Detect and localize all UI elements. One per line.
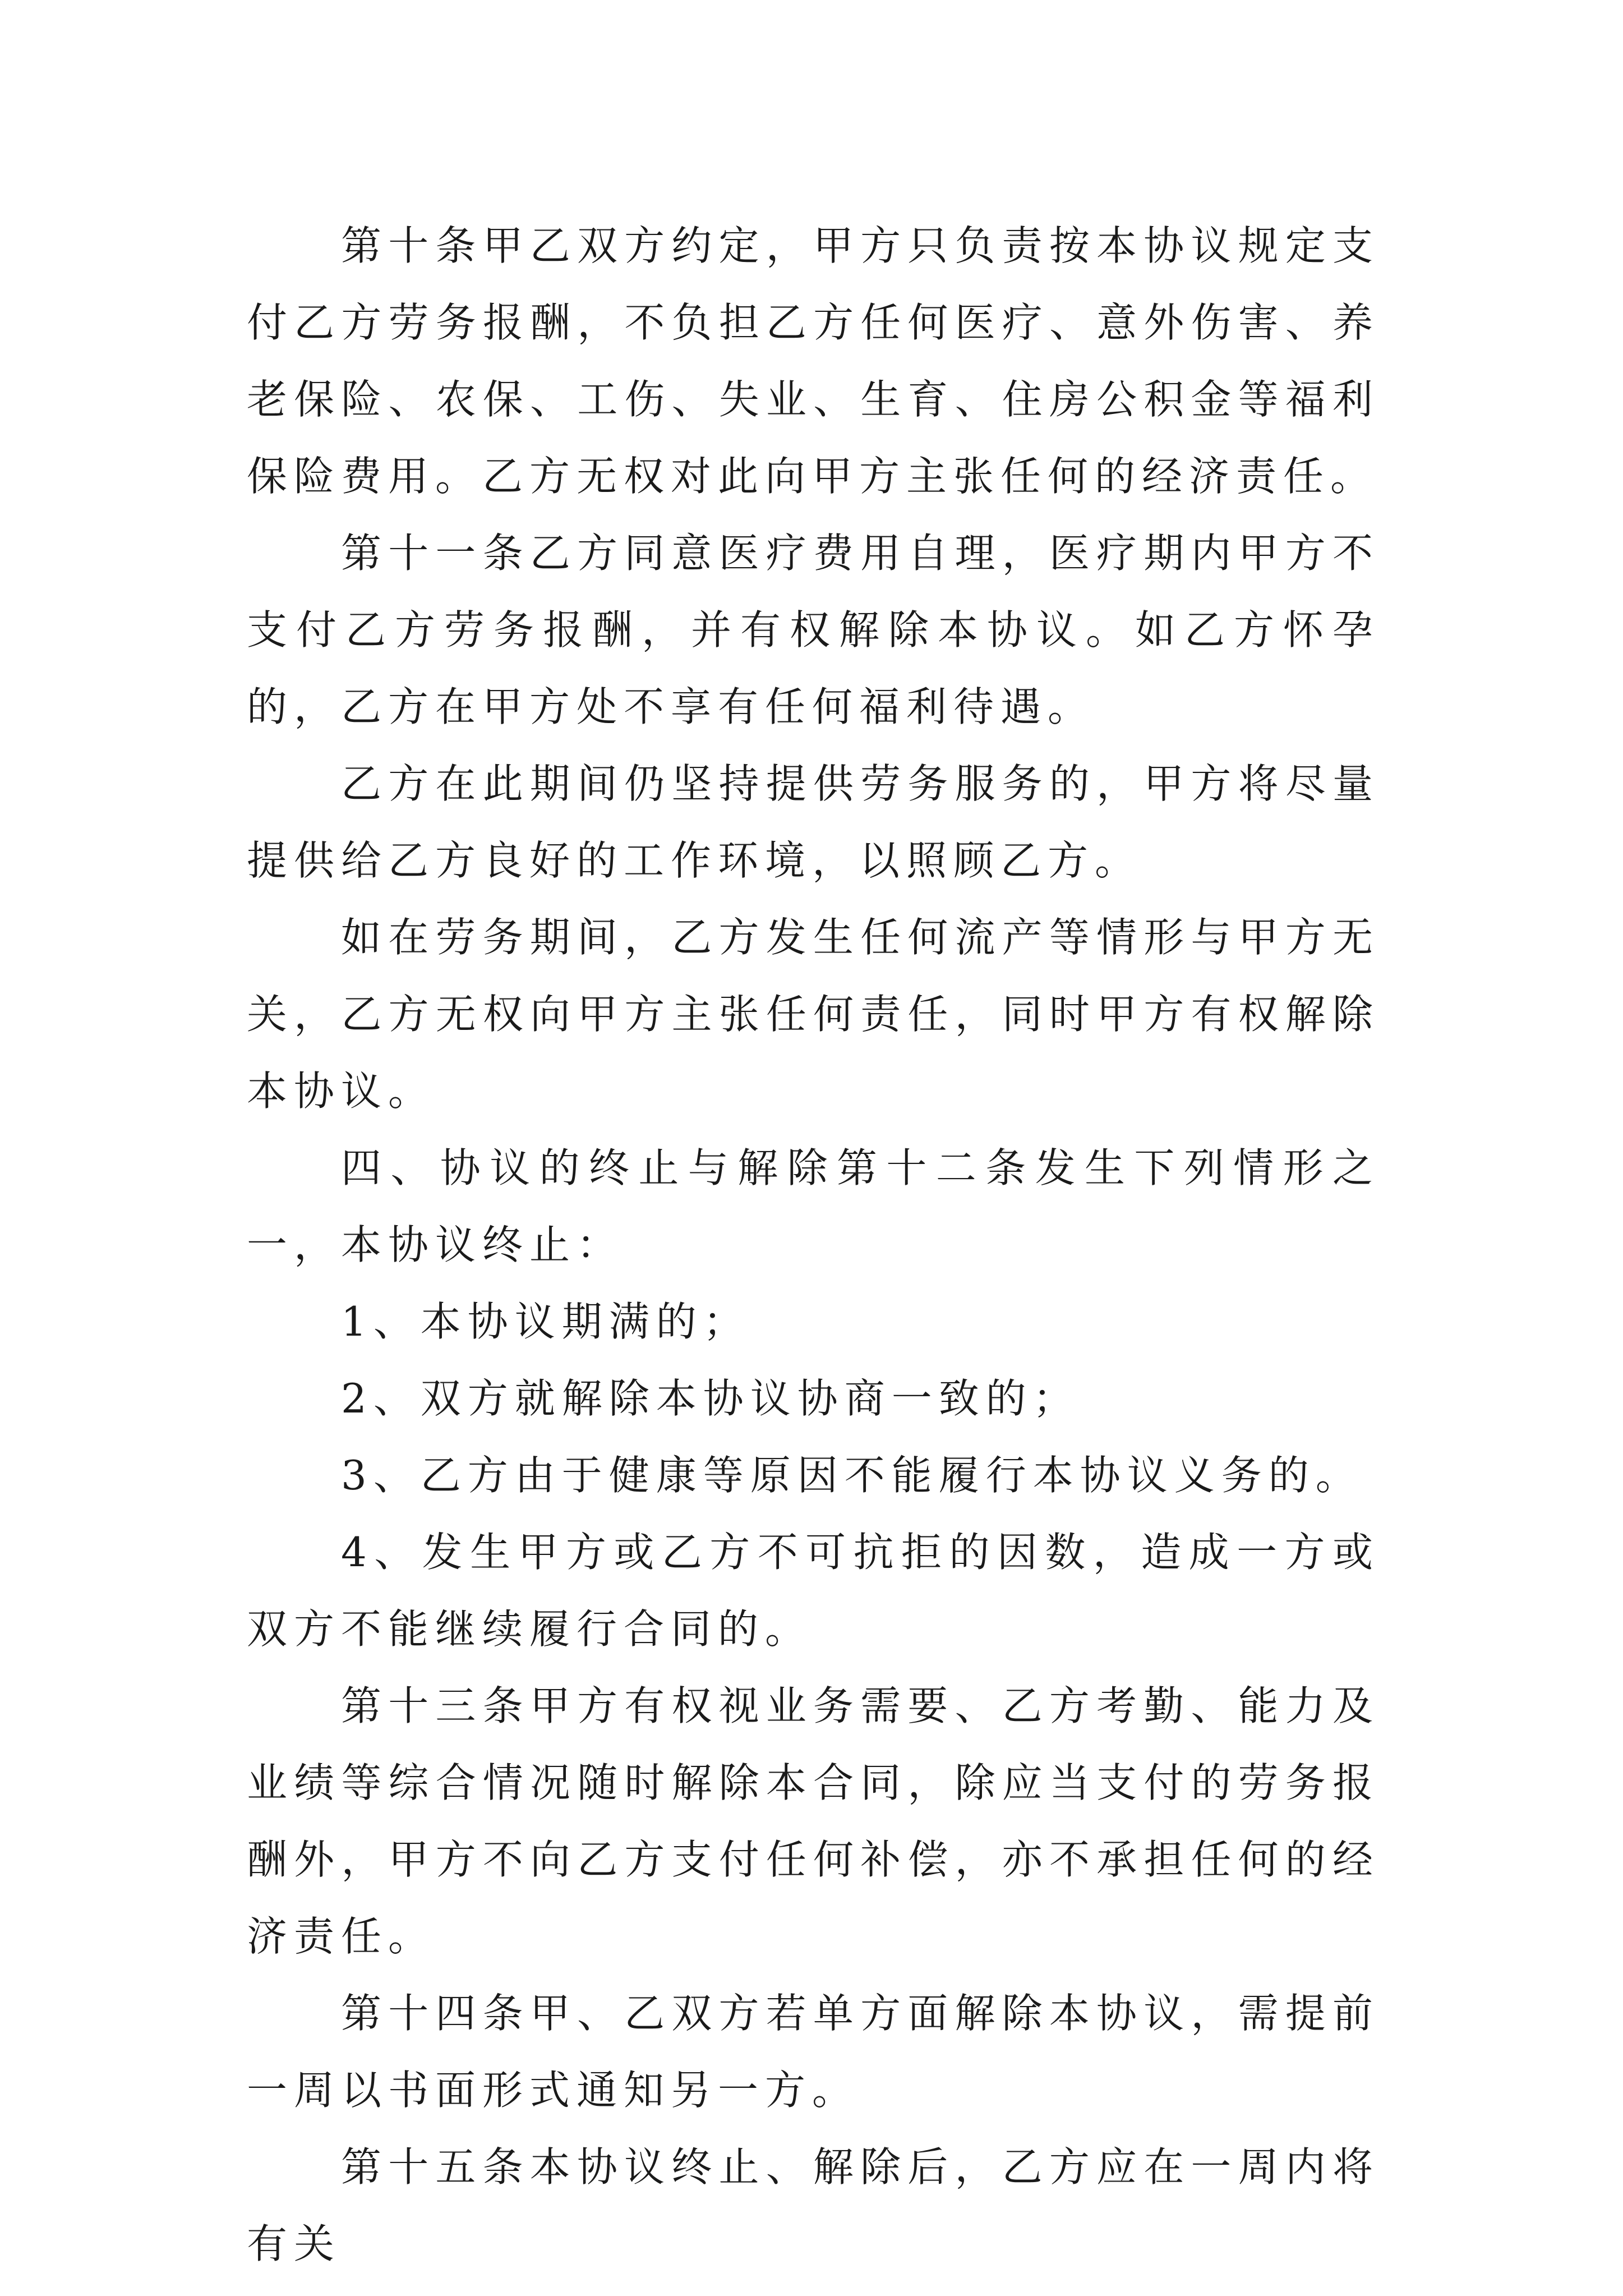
list-item-3: 3、乙方由于健康等原因不能履行本协议义务的。: [341, 1452, 1363, 1499]
paragraph-care-provision: 乙方在此期间仍坚持提供劳务服务的，甲方将尽量提供给乙方良好的工作环境，以照顾乙方。: [247, 760, 1380, 884]
paragraph-article-14: 第十四条甲、乙双方若单方面解除本协议，需提前一周以书面形式通知另一方。: [247, 1990, 1380, 2114]
paragraph-article-11: 第十一条乙方同意医疗费用自理，医疗期内甲方不支付乙方劳务报酬，并有权解除本协议。如乙方怀孕的，乙方在甲方处不享有任何福利待遇。: [247, 530, 1380, 730]
list-item-2: 2、双方就解除本协议协商一致的；: [341, 1375, 1080, 1422]
paragraph-section-4-article-12: 四、协议的终止与解除第十二条发生下列情形之一，本协议终止：: [247, 1144, 1380, 1268]
list-item-1: 1、本协议期满的；: [341, 1298, 750, 1345]
document-body: [247, 208, 1380, 2283]
paragraph-article-13: 第十三条甲方有权视业务需要、乙方考勤、能力及业绩等综合情况随时解除本合同，除应当支付的劳务报酬外，甲方不向乙方支付任何补偿，亦不承担任何的经济责任。: [247, 1682, 1380, 1960]
list-item-4: 4、发生甲方或乙方不可抗拒的因数，造成一方或双方不能继续履行合同的。: [247, 1529, 1380, 1653]
paragraph-article-10: 第十条甲乙双方约定，甲方只负责按本协议规定支付乙方劳务报酬，不负担乙方任何医疗、意外伤害、养老保险、农保、工伤、失业、生育、住房公积金等福利保险费用。乙方无权对此向甲方主张任何的经济责任。: [247, 222, 1380, 500]
paragraph-article-15: 第十五条本协议终止、解除后，乙方应在一周内将有关: [247, 2143, 1380, 2267]
paragraph-miscarriage-clause: 如在劳务期间，乙方发生任何流产等情形与甲方无关，乙方无权向甲方主张任何责任，同时甲方有权解除本协议。: [247, 914, 1380, 1115]
